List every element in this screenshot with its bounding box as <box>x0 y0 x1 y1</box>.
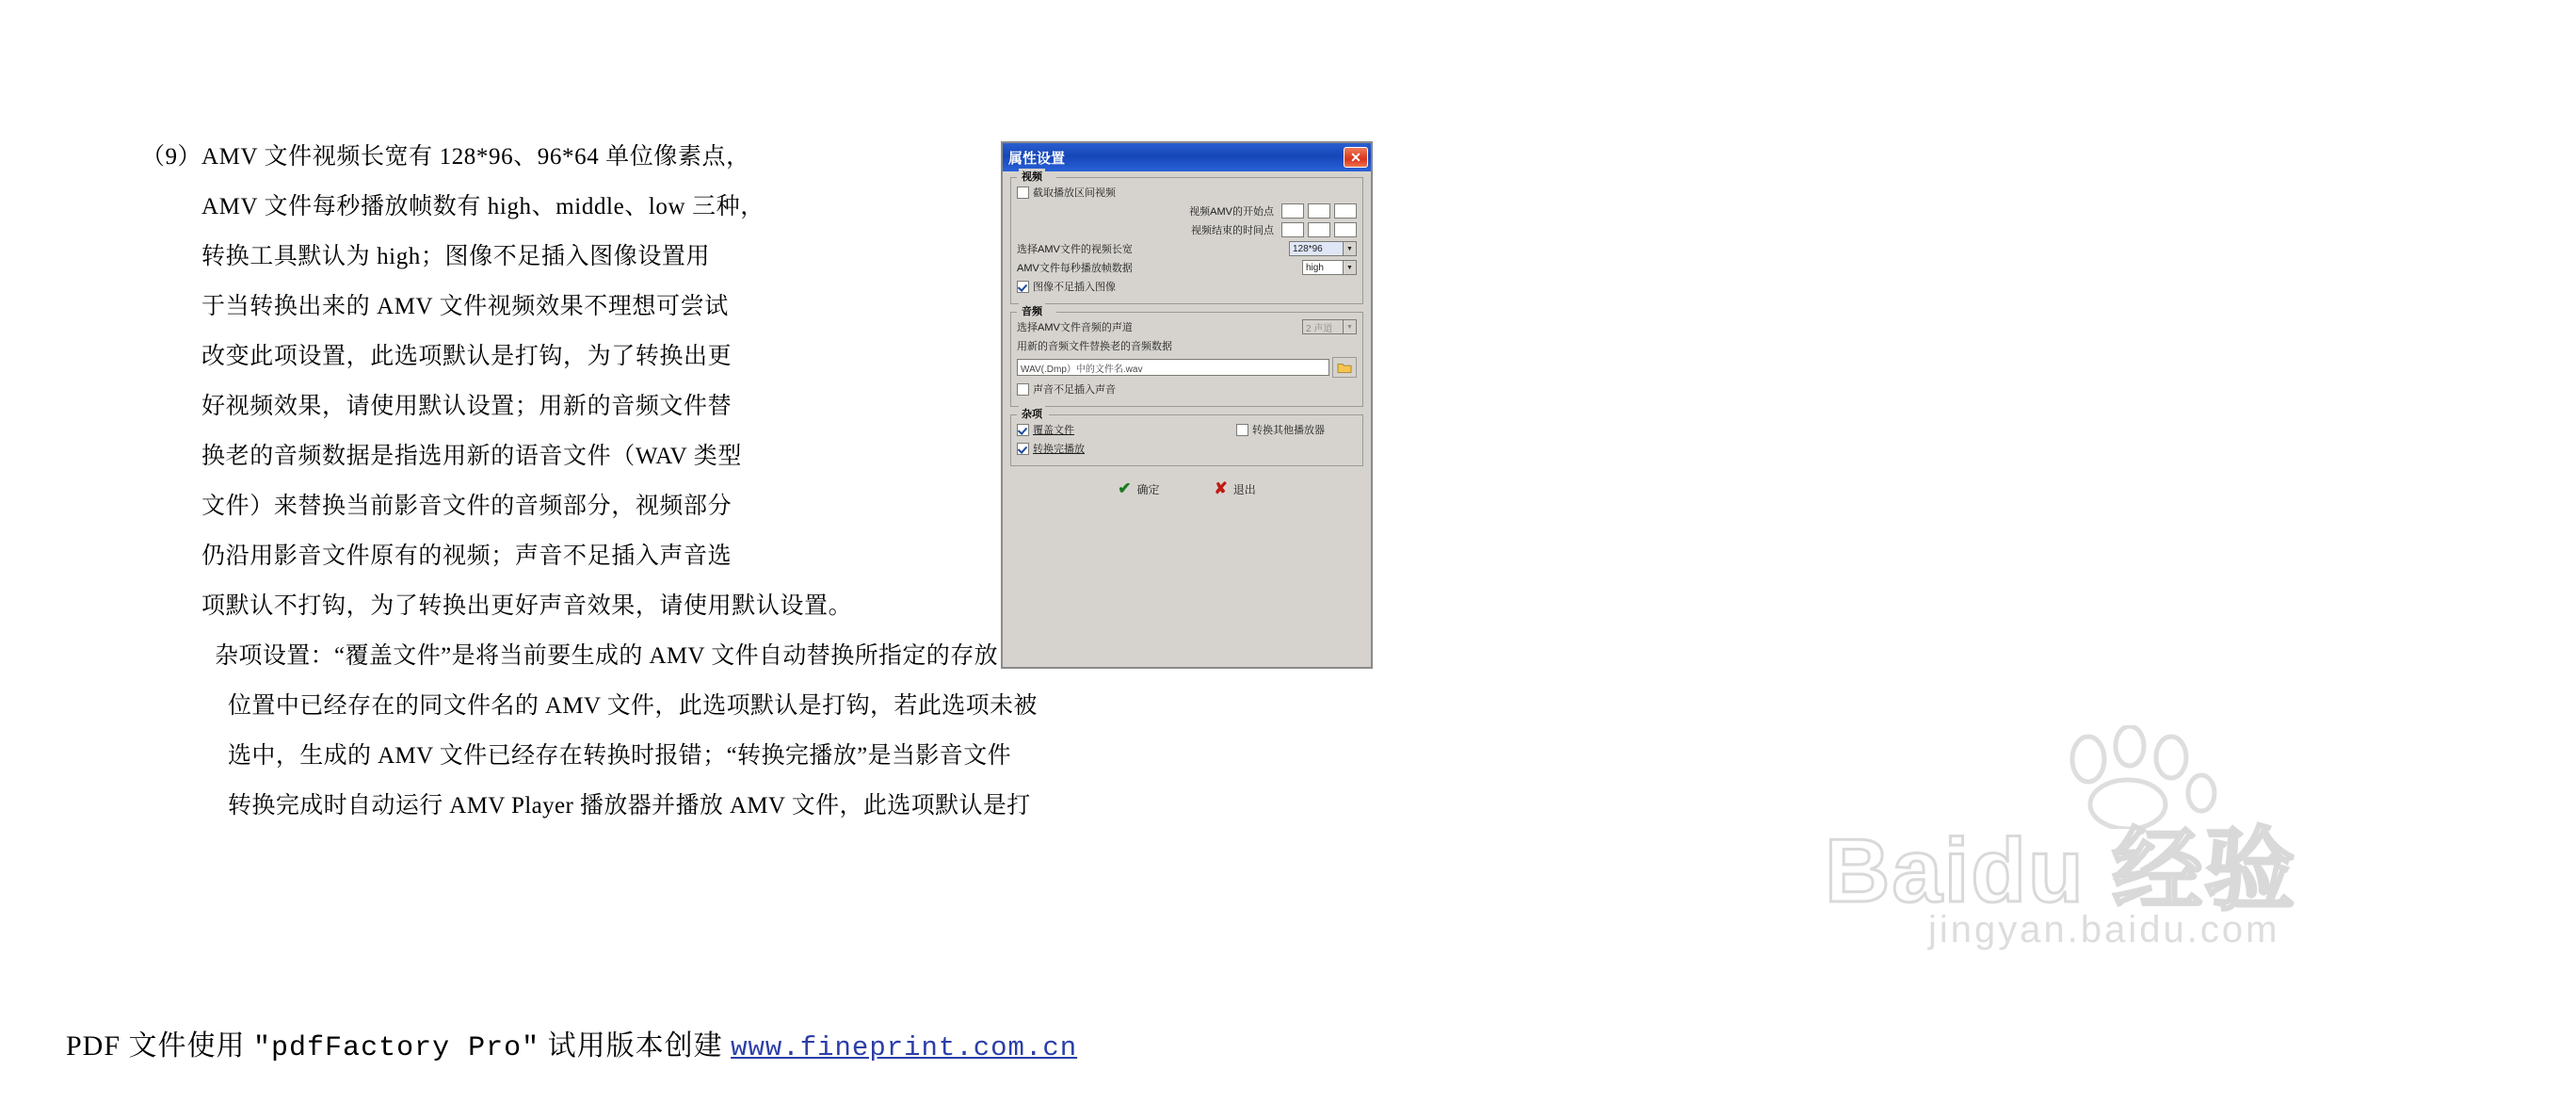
paragraph-marker: （9） <box>141 144 202 170</box>
paragraph-lines <box>201 631 1092 831</box>
overwrite-checkbox[interactable] <box>1017 424 1029 436</box>
audio-settings-group <box>1010 306 1363 407</box>
audio-channel-label: 选择AMV文件音频的声道 <box>1017 322 1133 333</box>
video-size-value: 128*96 <box>1293 243 1323 254</box>
insert-audio-checkbox[interactable] <box>1017 383 1029 396</box>
clip-video-checkbox[interactable] <box>1017 186 1029 199</box>
doc-line: 仍沿用影音文件原有的视频；声音不足插入声音选 <box>201 543 733 569</box>
audio-channel-row <box>1017 319 1357 334</box>
audio-file-input[interactable]: WAV(.Dmp）中的文件名.wav <box>1017 359 1329 376</box>
doc-line: 位置中已经存在的同文件名的 AMV 文件，此选项默认是打钩，若此选项未被 <box>228 693 1038 719</box>
clip-video-label: 截取播放区间视频 <box>1033 187 1116 199</box>
doc-line: 改变此项设置，此选项默认是打钩，为了转换出更 <box>201 344 733 369</box>
video-fps-row <box>1017 260 1357 275</box>
baidu-watermark <box>1817 725 2476 961</box>
replace-audio-label: 用新的音频文件替换老的音频数据 <box>1017 341 1172 352</box>
ok-button-label: 确定 <box>1136 482 1160 496</box>
overwrite-label: 覆盖文件 <box>1033 425 1074 436</box>
doc-line: AMV 文件每秒播放帧数有 high、middle、low 三种， <box>201 194 765 219</box>
overwrite-row[interactable] <box>1017 422 1357 437</box>
play-after-label: 转换完播放 <box>1033 444 1085 455</box>
video-start-row <box>1017 203 1357 219</box>
insert-image-row[interactable] <box>1017 279 1357 294</box>
folder-icon-svg <box>1337 362 1352 374</box>
footer-middle: 试用版本创建 <box>539 1030 732 1062</box>
pdf-footer <box>66 1022 1077 1064</box>
folder-browse-icon[interactable] <box>1332 357 1357 378</box>
chevron-down-icon[interactable]: ▼ <box>1343 261 1356 274</box>
cancel-button[interactable] <box>1215 479 1256 498</box>
misc-settings-group <box>1010 409 1363 466</box>
watermark-brand: Baidu 经验 <box>1825 820 2297 921</box>
properties-dialog-image <box>1001 141 1373 669</box>
extra-player-label: 转换其他播放器 <box>1252 425 1325 436</box>
check-icon: ✔ <box>1118 479 1132 497</box>
video-end-hour-field[interactable] <box>1281 222 1304 237</box>
insert-audio-row[interactable] <box>1017 381 1357 397</box>
close-icon[interactable]: ✕ <box>1344 147 1368 168</box>
doc-line: 于当转换出来的 AMV 文件视频效果不理想可尝试 <box>201 294 729 319</box>
doc-line: AMV 文件视频长宽有 128*96、96*64 单位像素点， <box>201 144 750 170</box>
doc-line: 文件）来替换当前影音文件的音频部分，视频部分 <box>201 494 733 519</box>
footer-prefix: PDF 文件使用 <box>66 1030 254 1062</box>
replace-audio-label-row <box>1017 338 1357 353</box>
footer-product: "pdfFactory Pro" <box>253 1032 540 1064</box>
dialog-title: 属性设置 <box>1008 150 1066 167</box>
fineprint-link[interactable]: www.fineprint.com.cn <box>731 1032 1078 1063</box>
clip-video-row[interactable] <box>1017 185 1357 200</box>
doc-line: 项默认不打钩，为了转换出更好声音效果，请使用默认设置。 <box>201 593 853 619</box>
video-fps-label: AMV文件每秒播放帧数据 <box>1017 263 1133 274</box>
doc-line: 选中，生成的 AMV 文件已经存在转换时报错；“转换完播放”是当影音文件 <box>228 743 1011 769</box>
video-end-min-field[interactable] <box>1308 222 1330 237</box>
video-fps-select[interactable] <box>1302 260 1357 275</box>
paragraph-9 <box>141 132 1092 631</box>
video-settings-group <box>1010 171 1363 304</box>
video-start-min-field[interactable] <box>1308 203 1330 219</box>
video-size-select[interactable] <box>1289 241 1357 256</box>
dialog-button-bar <box>1010 479 1363 498</box>
video-start-hour-field[interactable] <box>1281 203 1304 219</box>
watermark-site: jingyan.baidu.com <box>1928 909 2280 950</box>
audio-file-row <box>1017 357 1357 378</box>
chevron-down-icon[interactable]: ▼ <box>1343 242 1356 255</box>
video-size-label: 选择AMV文件的视频长宽 <box>1017 244 1133 255</box>
video-end-sec-field[interactable] <box>1334 222 1357 237</box>
video-end-label: 视频结束的时间点 <box>1191 225 1274 236</box>
video-size-row <box>1017 241 1357 256</box>
video-group-title: 视频 <box>1019 169 1045 184</box>
ok-button[interactable] <box>1118 479 1159 498</box>
video-start-label: 视频AMV的开始点 <box>1189 206 1274 218</box>
paragraph-misc-settings <box>141 631 1092 831</box>
audio-group-title: 音频 <box>1019 303 1045 318</box>
doc-line: 换老的音频数据是指选用新的语音文件（WAV 类型 <box>201 444 742 469</box>
insert-image-label: 图像不足插入图像 <box>1033 282 1116 293</box>
paragraph-lines <box>201 132 1092 631</box>
doc-line: 转换完成时自动运行 AMV Player 播放器并播放 AMV 文件，此选项默认是打 <box>228 793 1031 819</box>
dialog-body <box>1003 171 1371 504</box>
play-after-checkbox[interactable] <box>1017 443 1029 455</box>
play-after-row[interactable] <box>1017 441 1357 456</box>
video-end-row <box>1017 222 1357 237</box>
paw-icon <box>2053 725 2222 829</box>
video-start-sec-field[interactable] <box>1334 203 1357 219</box>
doc-line: 杂项设置：“覆盖文件”是将当前要生成的 AMV 文件自动替换所指定的存放 <box>215 643 998 669</box>
audio-channel-value: 2 声道 <box>1306 323 1333 334</box>
doc-line: 好视频效果，请使用默认设置；用新的音频文件替 <box>201 394 733 419</box>
insert-image-checkbox[interactable] <box>1017 281 1029 293</box>
cross-icon: ✘ <box>1214 479 1228 497</box>
document-text-body <box>141 132 1092 831</box>
dialog-title-bar <box>1003 143 1371 171</box>
extra-player-checkbox[interactable] <box>1236 424 1248 436</box>
chevron-down-icon[interactable]: ▼ <box>1343 320 1356 333</box>
video-fps-value: high <box>1306 262 1324 273</box>
misc-group-title: 杂项 <box>1019 406 1045 421</box>
insert-audio-label: 声音不足插入声音 <box>1033 384 1116 396</box>
cancel-button-label: 退出 <box>1232 482 1256 496</box>
audio-channel-select[interactable] <box>1302 319 1357 334</box>
doc-line: 转换工具默认为 high；图像不足插入图像设置用 <box>201 244 711 269</box>
